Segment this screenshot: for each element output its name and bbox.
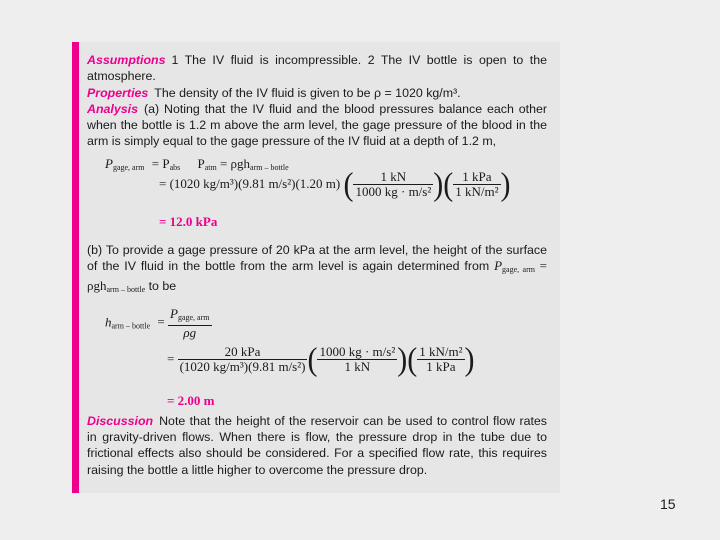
eq-a-eq1: = P bbox=[151, 155, 170, 171]
eq-a-eq1-sub: abs bbox=[169, 162, 181, 172]
eq-b-main-den: (1020 kg/m³)(9.81 m/s²) bbox=[179, 359, 306, 375]
assumptions-heading: Assumptions bbox=[87, 53, 166, 67]
part-b-inline-rest: = ρgh bbox=[87, 258, 548, 294]
solution-content bbox=[87, 52, 547, 478]
eq-a-f2-den: 1 kN/m² bbox=[455, 184, 499, 200]
eq-b-f2-num: 1 kN/m² bbox=[419, 344, 463, 360]
eq-b-f1-den: 1 kN bbox=[344, 359, 371, 375]
eq-a-f1-den: 1000 kg · m/s² bbox=[355, 184, 432, 200]
eq-a-line2: = (1020 kg/m³)(9.81 m/s²)(1.20 m) ( $\frac{1 kN}{\text{1000 kg · m/s²}}$ )( $\frac{\text{1 kPa}}{\text{1 kN/m²}}$ ) bbox=[159, 166, 511, 203]
analysis-text: (a) Noting that the IV fluid and the blood pressures balance each other when the bottle is 1.2 m above the arm level, the gage pressure of the blood in the arm is simply equal to the gage pressure of the IV fluid at a depth of 1.2 m, bbox=[87, 101, 547, 149]
eq-b-result: = 2.00 m bbox=[167, 392, 215, 408]
eq-a-f2-num: 1 kPa bbox=[453, 170, 500, 185]
eq-b-f2-den: 1 kPa bbox=[426, 359, 456, 375]
part-b-inline-rest-sub: arm – bottle bbox=[106, 285, 146, 295]
discussion-text: Note that the height of the reservoir can be used to control flow rates in gravity-driven flows. When there is flow, the pressure drop in the tube due to frictional effects also should be considered. For a specified flow rate, this requires raising the bottle a little higher to overcome the pressure drop. bbox=[87, 413, 547, 477]
part-b-inline-sub: gage, arm bbox=[502, 265, 535, 275]
eq-a-line2-text: = (1020 kg/m³)(9.81 m/s²)(1.20 m) bbox=[159, 175, 341, 191]
page-number: 15 bbox=[660, 496, 676, 512]
eq-b-fraction-1 bbox=[317, 345, 397, 374]
part-b-paragraph bbox=[87, 242, 547, 299]
eq-b-f0-num-sub: gage, arm bbox=[177, 312, 210, 322]
eq-b-main-num: 20 kPa bbox=[178, 345, 308, 360]
properties-paragraph bbox=[87, 85, 547, 101]
eq-b-f0-num: P bbox=[170, 305, 178, 321]
eq-b-f1-num: 1000 kg · m/s² bbox=[319, 344, 396, 360]
eq-b-f0-den: ρg bbox=[183, 324, 197, 340]
eq-b-lhs: h bbox=[105, 314, 112, 330]
equation-b bbox=[87, 301, 547, 413]
assumptions-paragraph bbox=[87, 52, 547, 85]
eq-b-fraction-0 bbox=[168, 307, 212, 340]
analysis-heading: Analysis bbox=[87, 101, 138, 116]
discussion-heading: Discussion bbox=[87, 413, 154, 428]
eq-a-fraction-1 bbox=[353, 170, 433, 199]
eq-a-eq2-rest: = ρgh bbox=[219, 155, 251, 171]
part-b-text-2: to be bbox=[148, 279, 177, 294]
properties-text: The density of the IV fluid is given to be ρ = 1020 kg/m³. bbox=[154, 85, 461, 100]
eq-a-lhs-sub: gage, arm bbox=[112, 162, 145, 172]
eq-a-fraction-2 bbox=[453, 170, 500, 199]
assumptions-text: 1 The IV fluid is incompressible. 2 The IV bottle is open to the atmosphere. bbox=[87, 53, 547, 84]
eq-a-eq2-rest-sub: arm – bottle bbox=[250, 162, 289, 172]
eq-b-line2: = $\frac{\text{20 kPa}}{\text{(1020 kg/m³)(9.81 m/s²)}}$ ( $\frac{\text{1000 kg · m/s²}}{1 kN}$ )( $\frac{\text{1 kN/m²}}{\text{1 kPa}}$ ) bbox=[167, 340, 475, 378]
eq-a-lhs: P bbox=[105, 155, 113, 171]
analysis-paragraph bbox=[87, 101, 547, 150]
equation-a bbox=[87, 156, 547, 242]
accent-bar bbox=[72, 42, 79, 493]
eq-a-result: = 12.0 kPa bbox=[159, 213, 218, 229]
eq-b-lhs-sub: arm – bottle bbox=[111, 321, 151, 331]
part-b-inline: P bbox=[494, 258, 503, 274]
eq-b-main-fraction bbox=[178, 345, 308, 374]
eq-a-eq2: P bbox=[197, 155, 205, 171]
eq-b-fraction-2 bbox=[417, 345, 464, 374]
eq-a-f1-num: 1 kN bbox=[353, 170, 433, 185]
eq-a-eq2-sub: atm bbox=[204, 162, 217, 172]
part-b-text: (b) To provide a gage pressure of 20 kPa at the arm level, the height of the surface of the IV fluid in the bottle from the arm level is again determined from bbox=[87, 242, 547, 274]
solution-panel bbox=[72, 42, 560, 493]
properties-heading: Properties bbox=[87, 85, 149, 100]
discussion-paragraph bbox=[87, 413, 547, 478]
eq-b-line1: $h_{arm - bottle}$ = $\frac{P_{gage, arm}}{\rho g}$ bbox=[105, 305, 210, 340]
